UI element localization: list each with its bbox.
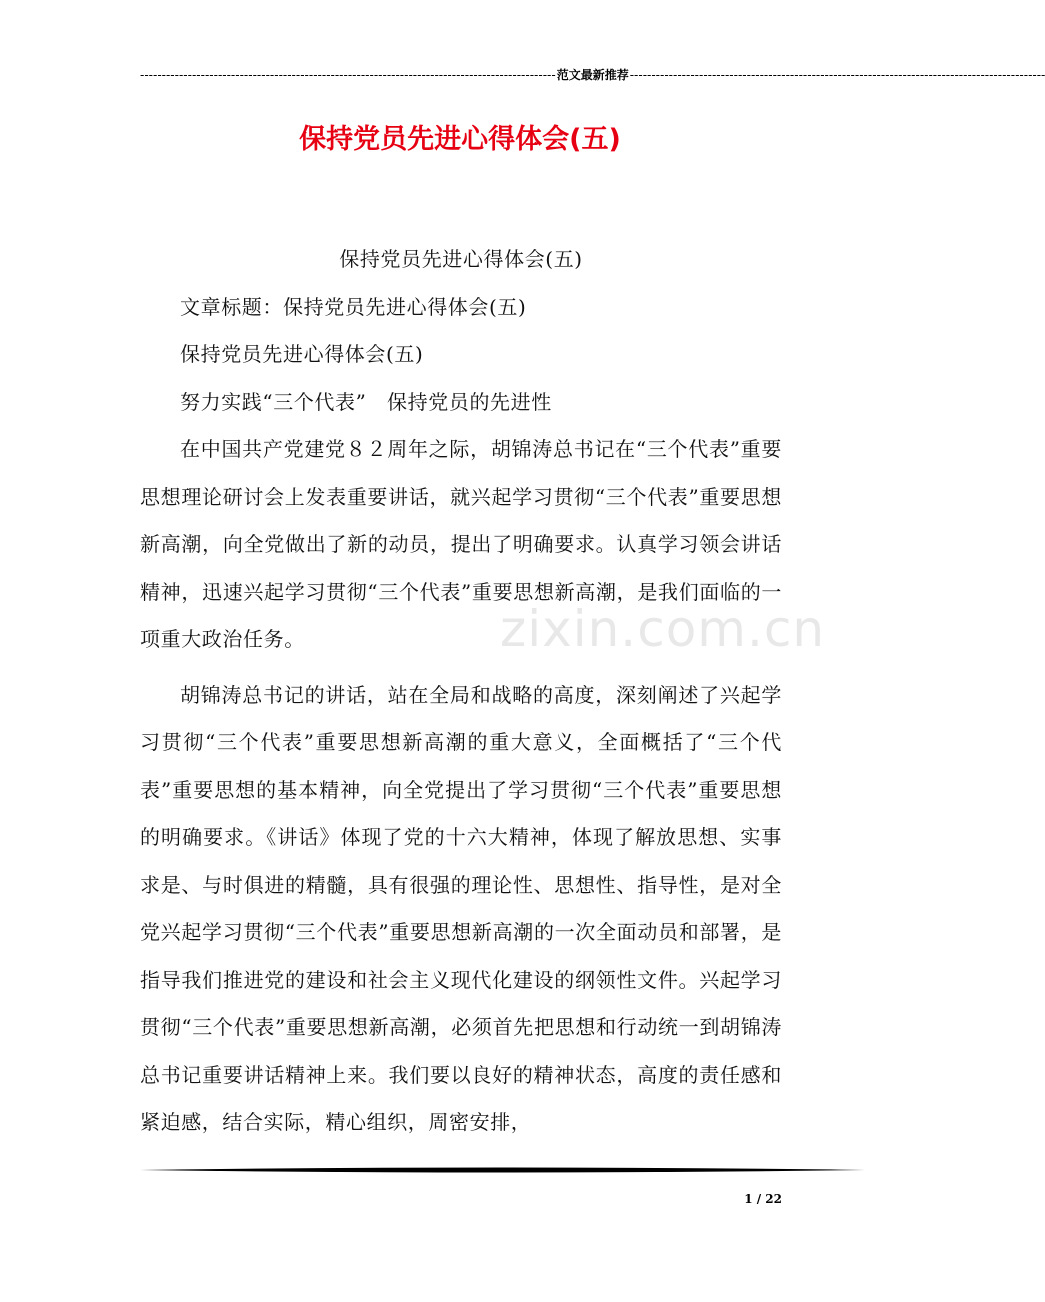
header-dashes-left: ------------------------------------------------------------------------------------------------ bbox=[140, 68, 556, 82]
header-label: 范文最新推荐 bbox=[556, 68, 629, 82]
document-body bbox=[140, 236, 782, 1147]
section-heading: 努力实践“三个代表” 保持党员的先进性 bbox=[180, 389, 552, 414]
footer-divider bbox=[140, 1166, 865, 1174]
page-header bbox=[140, 66, 1045, 84]
article-title-line: 文章标题：保持党员先进心得体会(五) bbox=[180, 294, 527, 319]
body-paragraph: 胡锦涛总书记的讲话，站在全局和战略的高度，深刻阐述了兴起学习贯彻“三个代表”重要思想新高潮的重大意义，全面概括了“三个代表”重要思想的基本精神，向全党提出了学习贯彻“三个代表”重要思想的明确要求。《讲话》体现了党的十六大精神，体现了解放思想、实事求是、与时俱进的精髓，具有很强的理论性、思想性、指导性，是对全党兴起学习贯彻“三个代表”重要思想新高潮的一次全面动员和部署，是指导我们推进党的建设和社会主义现代化建设的纲领性文件。兴起学习贯彻“三个代表”重要思想新高潮，必须首先把思想和行动统一到胡锦涛总书记重要讲话精神上来。我们要以良好的精神状态，高度的责任感和紧迫感，结合实际，精心组织，周密安排， bbox=[140, 682, 782, 1134]
document-title: 保持党员先进心得体会(五) bbox=[299, 124, 621, 155]
header-dashes-right: ------------------------------------------------------------------------------------------------ bbox=[629, 68, 1045, 82]
page-number: 1 / 22 bbox=[744, 1192, 782, 1206]
body-heading: 保持党员先进心得体会(五) bbox=[180, 342, 424, 366]
body-paragraph: 在中国共产党建党８２周年之际，胡锦涛总书记在“三个代表”重要思想理论研讨会上发表重要讲话，就兴起学习贯彻“三个代表”重要思想新高潮，向全党做出了新的动员，提出了明确要求。认真学习领会讲话精神，迅速兴起学习贯彻“三个代表”重要思想新高潮，是我们面临的一项重大政治任务。 bbox=[140, 437, 782, 651]
watermark-logo: zixin.com.cn bbox=[500, 600, 826, 658]
body-subtitle: 保持党员先进心得体会(五) bbox=[339, 247, 583, 271]
